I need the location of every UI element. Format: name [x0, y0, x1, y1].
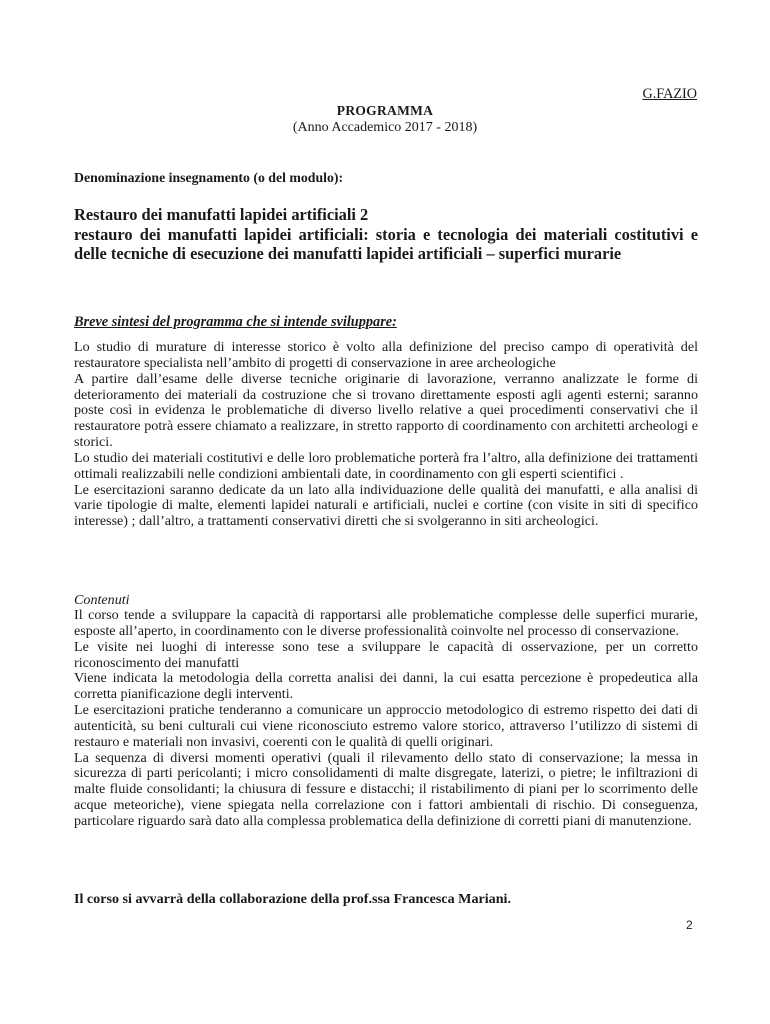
contents-paragraph: Le esercitazioni pratiche tenderanno a comunicare un approccio metodologico di estremo rispetto dei dati di autenticità, su beni culturali cui viene riconosciuto estremo valore storico, attraverso l’utilizzo di sistemi di restauro e materiali non invasivi, coerenti con le qualità di quelli originari. — [74, 702, 698, 750]
summary-paragraph: Le esercitazioni saranno dedicate da un lato alla individuazione delle qualità dei manufatti, e alla analisi di varie tipologie di malte, elementi lapidei naturali e artificiali, nuclei e cortine (con visite in siti di specifico interesse) ; dall’altro, a trattamenti conservativi diretti che si svolgeranno in siti archeologici. — [74, 481, 698, 530]
contents-paragraph: La sequenza di diversi momenti operativi (quali il rilevamento dello stato di conservazione; la messa in sicurezza di parti pericolanti; i micro consolidamenti di malte disgregate, laterizi, o pietre; le infiltrazioni di malte fluide consolidanti; la chiusura di fessure e distacchi; il ristabilimento di piani per lo scorrimento delle acque meteoriche), viene spiegata nella correlazione con i fattori ambientali di rischio. Di conseguenza, particolare riguardo sarà dato alla complessa problematica della definizione di corretti piani di manutenzione. — [74, 749, 698, 829]
program-title: PROGRAMMA — [336, 103, 434, 118]
denomination-label: Denominazione insegnamento (o del modulo): — [74, 170, 344, 185]
academic-year: (Anno Accademico 2017 - 2018) — [292, 120, 478, 135]
course-name: Restauro dei manufatti lapidei artificiali 2 — [74, 205, 369, 224]
contents-section — [74, 608, 698, 830]
summary-paragraph: A partire dall’esame delle diverse tecniche originarie di lavorazione, verranno analizzate le forme di deterioramento dei materiali da costruzione che si trovano direttamente esposti agli agenti esterni; saranno poste così in evidenza le problematiche di diverso livello relative a quei procedimenti conservativi che il restauratore potrà essere chiamato a realizzare, in stretto rapporto di coordinamento con architetti archeologi e storici. — [74, 370, 698, 451]
contents-paragraph: Il corso tende a sviluppare la capacità di rapportarsi alle problematiche complesse delle superfici murarie, esposte all’aperto, in coordinamento con le diverse professionalità coinvolte nel processo di conservazione. — [74, 607, 698, 639]
summary-section — [74, 340, 698, 530]
contents-paragraph: Le visite nei luoghi di interesse sono tese a sviluppare le capacità di osservazione, per un corretto riconoscimento dei manufatti — [74, 638, 698, 671]
summary-paragraph: Lo studio di murature di interesse storico è volto alla definizione del preciso campo di operatività del restauratore specialista nell’ambito di progetti di conservazione in aree archeologiche — [74, 339, 698, 371]
contents-label: Contenuti — [74, 592, 130, 608]
course-subtitle: restauro dei manufatti lapidei artificiali: storia e tecnologia dei materiali costitutivi e delle tecniche di esecuzione dei manufatti lapidei artificiali – superfici murarie — [74, 224, 698, 263]
course-title-block — [74, 205, 698, 264]
final-note: Il corso si avvarrà della collaborazione della prof.ssa Francesca Mariani. — [74, 891, 511, 907]
contents-paragraph: Viene indicata la metodologia della corretta analisi dei danni, la cui esatta percezione è propedeutica alla corretta pianificazione degli interventi. — [74, 670, 698, 703]
page-number: 2 — [686, 918, 693, 932]
summary-paragraph: Lo studio dei materiali costitutivi e delle loro problematiche porterà fra l’altro, alla definizione dei trattamenti ottimali realizzabili nelle condizioni ambientali date, in coordinamento con gli esperti scientifici . — [74, 449, 698, 482]
author-name: G.FAZIO — [642, 86, 697, 102]
summary-label: Breve sintesi del programma che si intende sviluppare: — [74, 314, 397, 330]
